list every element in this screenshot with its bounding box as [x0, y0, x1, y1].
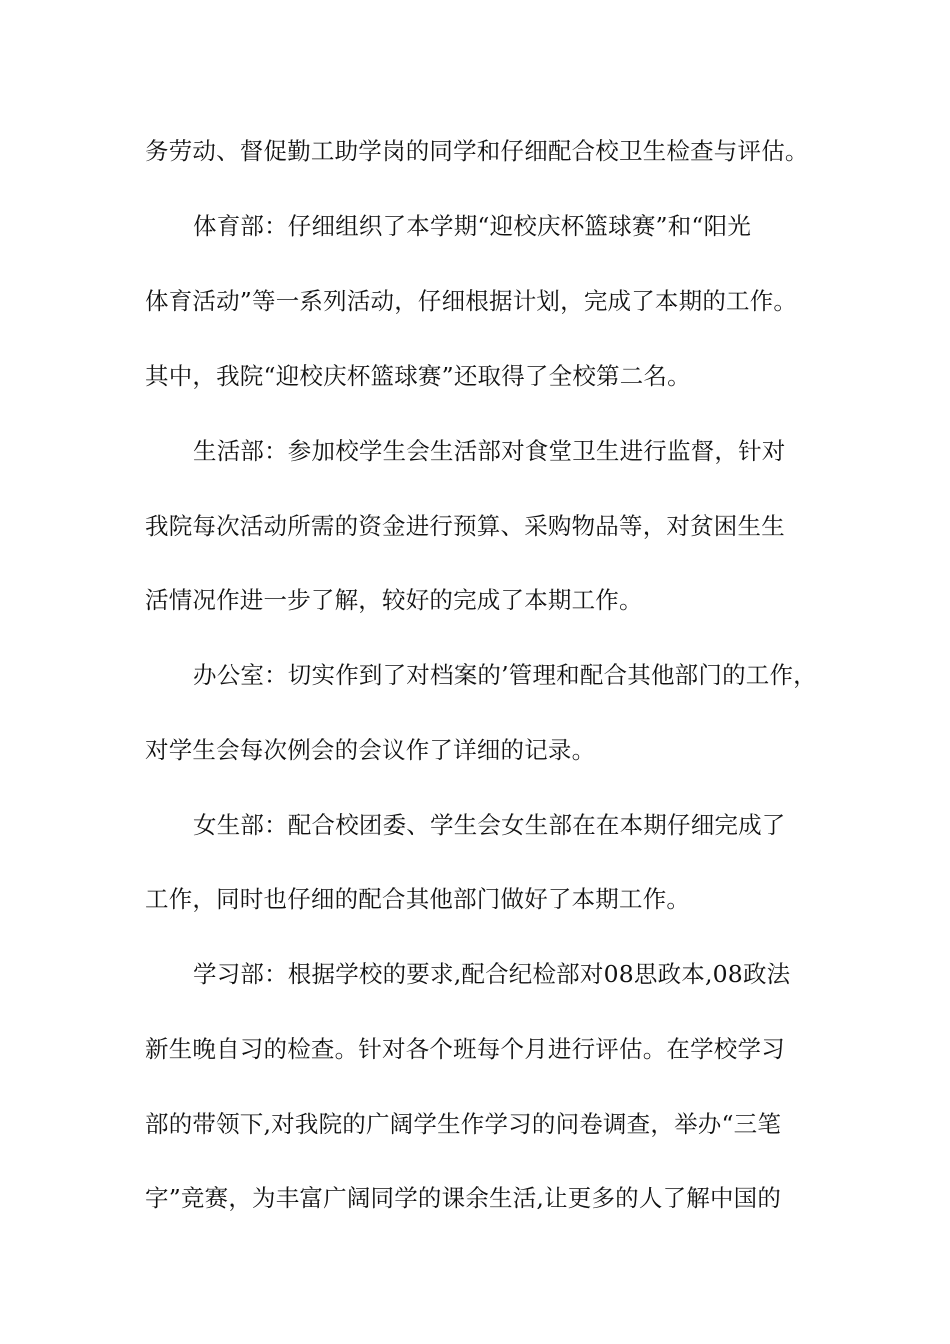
text-line: 对学生会每次例会的会议作了详细的记录。 [145, 736, 596, 764]
text-line: 其中，我院“迎校庆杯篮球赛”还取得了全校第二名。 [145, 362, 691, 390]
text-line: 字”竞赛，为丰富广阔同学的课余生活,让更多的人了解中国的 [145, 1184, 782, 1212]
text-line: 我院每次活动所需的资金进行预算、采购物品等，对贫困生生 [145, 512, 785, 540]
text-line: 部的带领下,对我院的广阔学生作学习的问卷调查，举办“三笔 [145, 1110, 782, 1138]
text-line: 务劳动、督促勤工助学岗的同学和仔细配合校卫生检查与评估。 [145, 137, 809, 165]
paragraph-start-line: 办公室：切实作到了对档案的’管理和配合其他部门的工作， [193, 661, 817, 689]
text-line: 体育活动”等一系列活动，仔细根据计划，完成了本期的工作。 [145, 287, 798, 315]
paragraph-start-line: 女生部：配合校团委、学生会女生部在在本期仔细完成了 [193, 811, 786, 839]
paragraph-start-line: 体育部：仔细组织了本学期“迎校庆杯篮球赛”和“阳光 [193, 212, 752, 240]
paragraph-start-line: 学习部：根据学校的要求,配合纪检部对08思政本,08政法 [193, 960, 791, 988]
text-line: 新生晚自习的检查。针对各个班每个月进行评估。在学校学习 [145, 1035, 785, 1063]
text-line: 活情况作进一步了解，较好的完成了本期工作。 [145, 586, 643, 614]
text-line: 工作，同时也仔细的配合其他部门做好了本期工作。 [145, 885, 691, 913]
paragraph-start-line: 生活部：参加校学生会生活部对食堂卫生进行监督，针对 [193, 437, 786, 465]
